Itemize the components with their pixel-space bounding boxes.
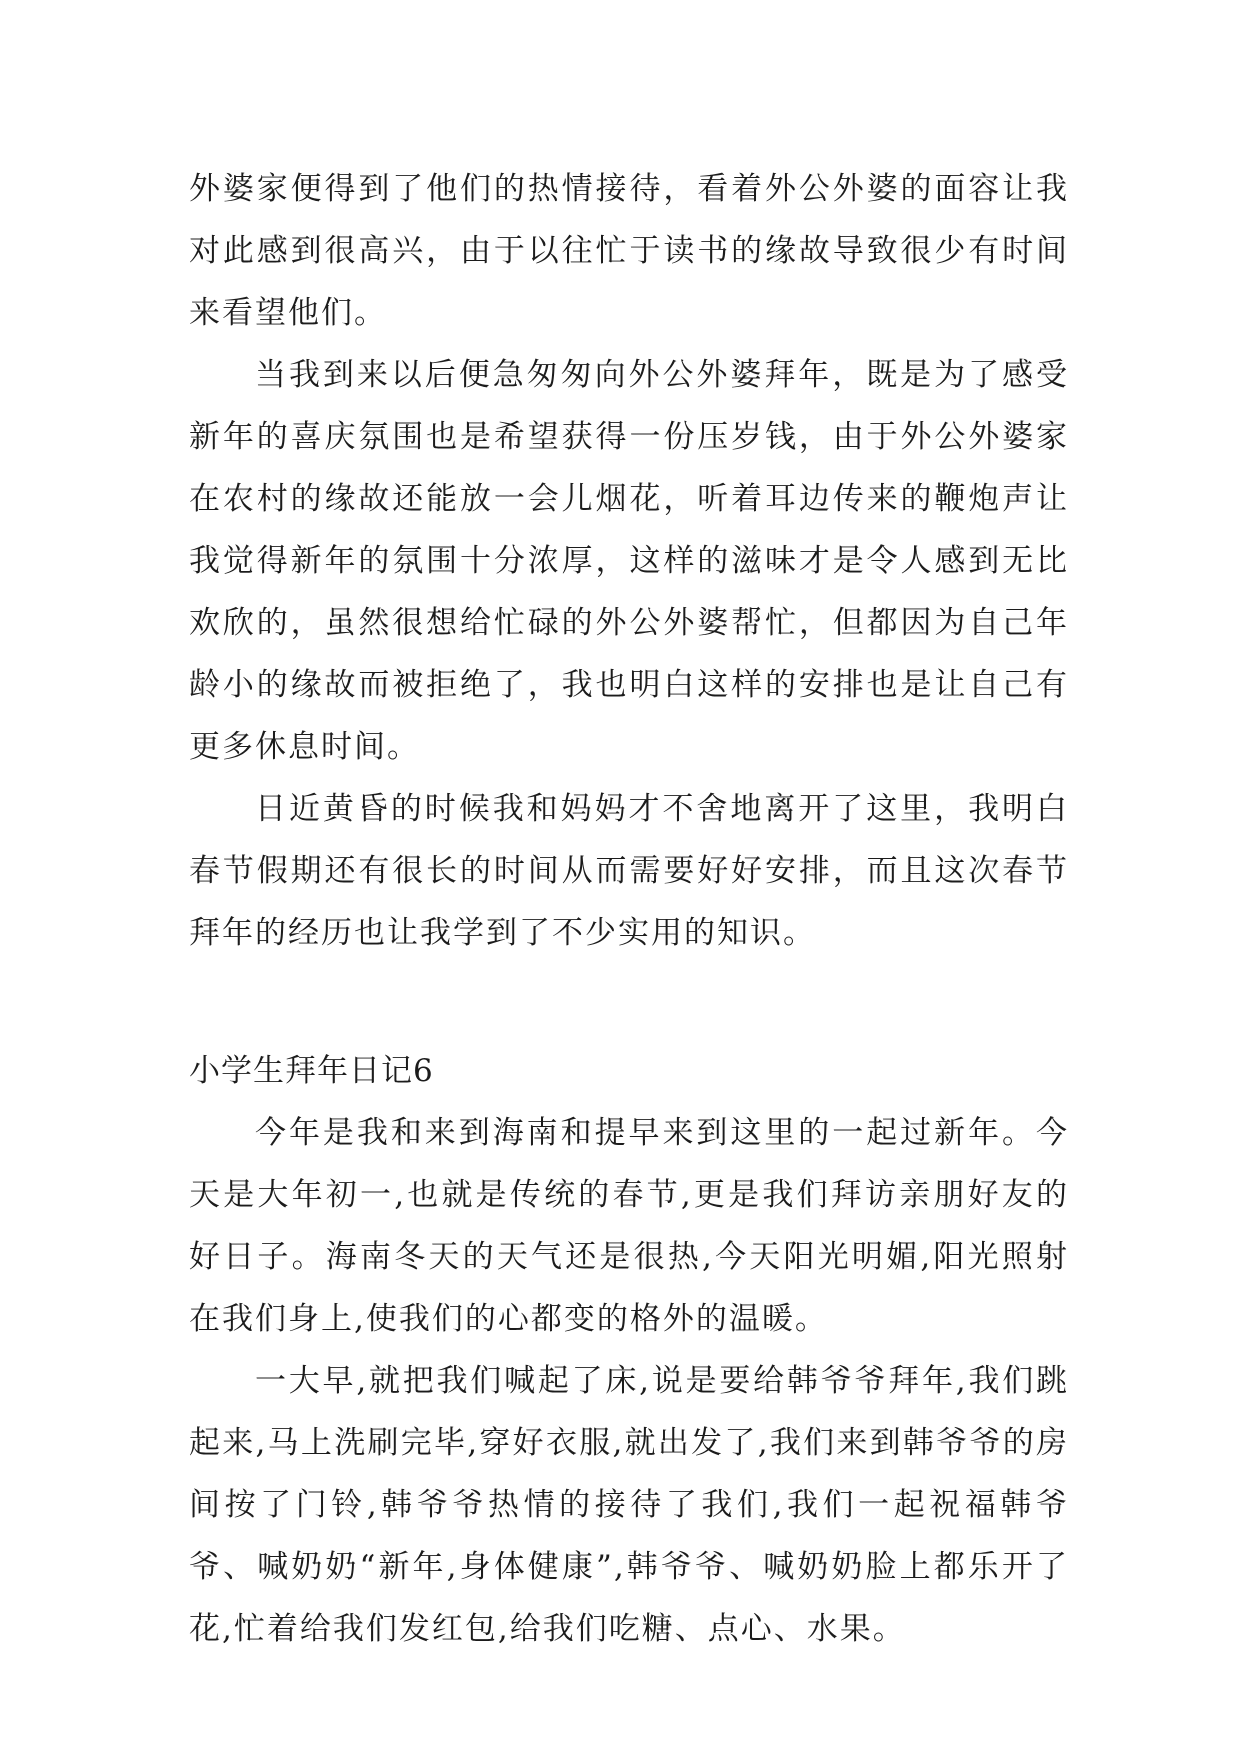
paragraph-dusk: 日近黄昏的时候我和妈妈才不舍地离开了这里，我明白春节假期还有很长的时间从而需要好好安排，而且这次春节拜年的经历也让我学到了不少实用的知识。 (189, 791, 1069, 951)
document-body (189, 158, 1069, 1660)
section-title: 小学生拜年日记6 (189, 1053, 434, 1089)
paragraph-hainan: 今年是我和来到海南和提早来到这里的一起过新年。今天是大年初一,也就是传统的春节,更是我们拜访亲朋好友的好日子。海南冬天的天气还是很热,今天阳光明媚,阳光照射在我们身上,使我们的心都变的格外的温暖。 (189, 1115, 1069, 1337)
paragraph-continued: 外婆家便得到了他们的热情接待，看着外公外婆的面容让我对此感到很高兴，由于以往忙于读书的缘故导致很少有时间来看望他们。 (189, 171, 1069, 331)
paragraph-new-year-visit: 当我到来以后便急匆匆向外公外婆拜年，既是为了感受新年的喜庆氛围也是希望获得一份压岁钱，由于外公外婆家在农村的缘故还能放一会儿烟花，听着耳边传来的鞭炮声让我觉得新年的氛围十分浓厚，这样的滋味才是令人感到无比欢欣的，虽然很想给忙碌的外公外婆帮忙，但都因为自己年龄小的缘故而被拒绝了，我也明白这样的安排也是让自己有更多休息时间。 (189, 357, 1069, 765)
paragraph-visit-grandpa-han: 一大早,就把我们喊起了床,说是要给韩爷爷拜年,我们跳起来,马上洗刷完毕,穿好衣服,就出发了,我们来到韩爷爷的房间按了门铃,韩爷爷热情的接待了我们,我们一起祝福韩爷爷、喊奶奶“新年,身体健康”,韩爷爷、喊奶奶脸上都乐开了花,忙着给我们发红包,给我们吃糖、点心、水果。 (189, 1363, 1069, 1647)
